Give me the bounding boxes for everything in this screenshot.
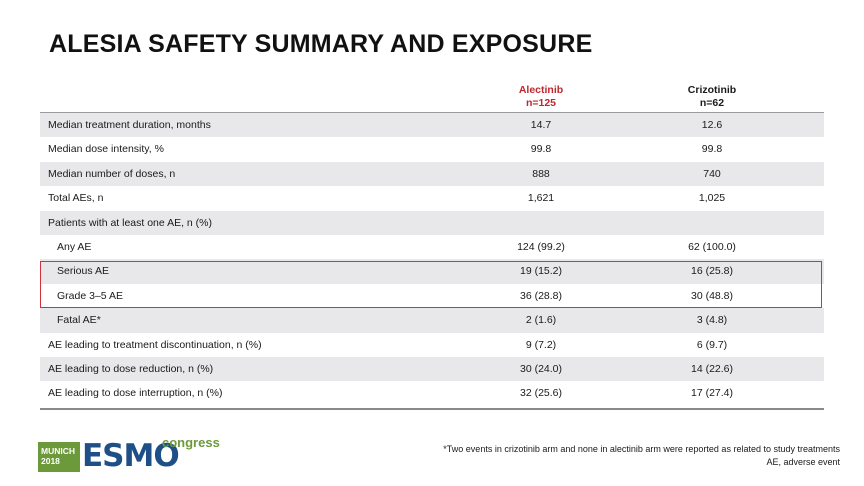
row-label: Total AEs, n <box>48 192 104 205</box>
table-row <box>40 211 824 235</box>
alectinib-value: 2 (1.6) <box>525 314 557 327</box>
table-row <box>40 235 824 259</box>
crizotinib-value: 740 <box>703 167 721 180</box>
alectinib-value: 888 <box>532 167 550 180</box>
row-label: AE leading to dose reduction, n (%) <box>48 362 214 375</box>
table-bottom-rule <box>40 408 824 410</box>
column-header-alectinib-name: Alectinib <box>518 84 564 96</box>
table-row <box>40 186 824 210</box>
esmo-congress-logo <box>38 436 218 476</box>
row-label: AE leading to dose interruption, n (%) <box>48 387 223 400</box>
table-row <box>40 308 824 332</box>
table-row <box>40 381 824 405</box>
crizotinib-value: 16 (25.8) <box>690 265 734 278</box>
alectinib-value: 14.7 <box>530 119 552 131</box>
alectinib-value: 1,621 <box>527 192 555 205</box>
table-row <box>40 113 824 137</box>
column-header-crizotinib <box>652 84 772 110</box>
crizotinib-value: 14 (22.6) <box>690 362 734 375</box>
alectinib-value: 32 (25.6) <box>519 387 563 400</box>
logo-city-name: MUNICH <box>41 446 75 456</box>
crizotinib-value: 99.8 <box>701 143 723 156</box>
footnote-line-1: *Two events in crizotinib arm and none in alectinib arm were reported as related to study treatments <box>443 444 840 454</box>
footnote-line-2: AE, adverse event <box>766 457 840 467</box>
row-label: Any AE <box>57 240 92 253</box>
alectinib-value: 19 (15.2) <box>519 265 563 278</box>
table-row <box>40 162 824 186</box>
logo-suffix: congress <box>162 435 220 450</box>
safety-table <box>40 113 824 406</box>
row-label: Grade 3–5 AE <box>57 289 123 302</box>
alectinib-value: 36 (28.8) <box>519 289 563 302</box>
row-label: Median number of doses, n <box>48 167 176 180</box>
row-label: Patients with at least one AE, n (%) <box>48 216 213 229</box>
crizotinib-value: 17 (27.4) <box>690 387 734 400</box>
crizotinib-value: 1,025 <box>698 192 726 205</box>
crizotinib-value: 3 (4.8) <box>696 314 728 327</box>
row-label: AE leading to treatment discontinuation, n (%) <box>48 338 262 351</box>
row-label: Median dose intensity, % <box>48 143 164 156</box>
crizotinib-value: 12.6 <box>701 119 723 131</box>
logo-brand: ESMO <box>82 438 179 474</box>
crizotinib-value: 62 (100.0) <box>688 240 736 253</box>
column-header-crizotinib-n: n=62 <box>699 97 725 109</box>
column-header-alectinib <box>481 84 601 110</box>
slide-title: ALESIA SAFETY SUMMARY AND EXPOSURE <box>49 30 593 58</box>
logo-city-year: 2018 <box>41 456 60 466</box>
footnote <box>280 443 840 469</box>
table-row <box>40 137 824 161</box>
column-header-alectinib-n: n=125 <box>525 97 557 109</box>
table-row <box>40 333 824 357</box>
row-label: Median treatment duration, months <box>48 119 211 131</box>
logo-city-badge <box>38 442 80 472</box>
column-header-crizotinib-name: Crizotinib <box>687 84 737 96</box>
alectinib-value: 99.8 <box>530 143 552 156</box>
alectinib-value: 124 (99.2) <box>517 240 565 253</box>
row-label: Fatal AE* <box>57 314 101 327</box>
crizotinib-value: 6 (9.7) <box>696 338 728 351</box>
crizotinib-value: 30 (48.8) <box>690 289 734 302</box>
alectinib-value: 9 (7.2) <box>525 338 557 351</box>
row-label: Serious AE <box>57 265 109 278</box>
alectinib-value: 30 (24.0) <box>519 362 563 375</box>
serious-grade-ae-highlight-box <box>40 261 822 308</box>
table-row <box>40 357 824 381</box>
